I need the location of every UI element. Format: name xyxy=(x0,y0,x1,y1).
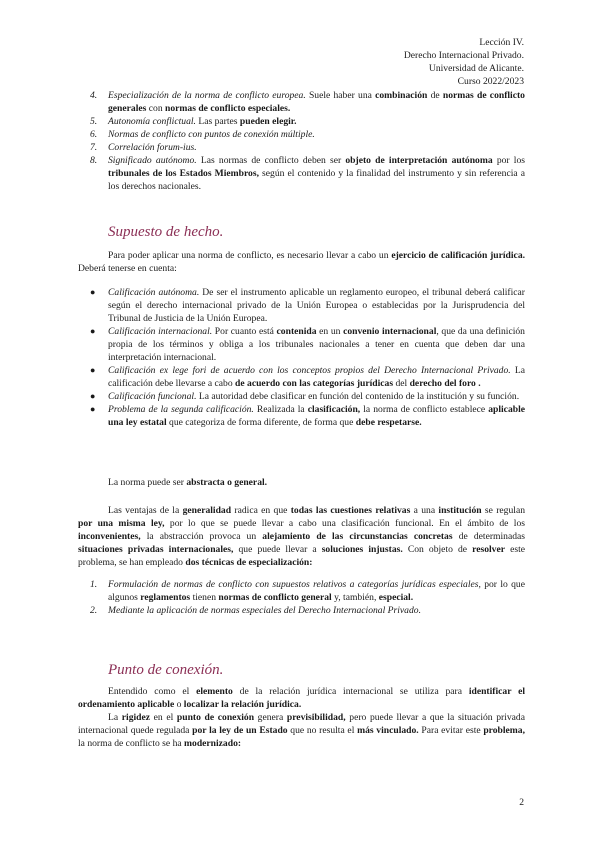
section-heading-supuesto: Supuesto de hecho. xyxy=(108,224,224,240)
section-heading-punto: Punto de conexión. xyxy=(108,662,224,678)
list-item: 5. Autonomía conflictual. Las partes pueden elegir. xyxy=(90,116,297,127)
intro-paragraph: Para poder aplicar una norma de conflicto, es necesario llevar a cabo un ejercicio de calificación jurídica. Deberá tenerse en cuenta: xyxy=(78,250,526,274)
bullet-dot-icon: ● xyxy=(90,391,96,401)
header-lesson: Lección IV. xyxy=(479,37,524,48)
bullet-dot-icon: ● xyxy=(90,404,96,414)
page-header xyxy=(404,36,524,88)
qualification-bullets xyxy=(78,286,525,429)
header-subject: Derecho Internacional Privado. xyxy=(403,50,524,61)
list-item: 7. Correlación forum-ius. xyxy=(90,142,197,153)
punto-paragraph-1: Entendido como el elemento de la relación jurídica internacional se utiliza para identificar el ordenamiento aplicable o localizar la relación jurídica. xyxy=(78,686,526,710)
list-item: 1. Formulación de normas de conflicto con supuestos relativos a categorías jurídicas especiales, por lo que algunos reglamentos tienen normas de conflicto general y, también, especial. xyxy=(90,579,525,603)
list-item: 8. Significado autónomo. Las normas de conflicto deben ser objeto de interpretación autónoma por los tribunales de los Estados Miembros, según el contenido y la finalidad del instrumento y sin referencia a los derechos nacionales. xyxy=(90,155,525,192)
bullet-item: ● Problema de la segunda calificación. Realizada la clasificación, la norma de conflicto establece aplicable una ley estatal que categoriza de forma diferente, de forma que debe respetarse. xyxy=(90,404,525,428)
bullet-item: ● Calificación autónoma. De ser el instrumento aplicable un reglamento europeo, el tribunal deberá calificar según el derecho internacional privado de la Unión Europea o establecidas por la Jurisprudencia del Tribunal de Justicia de la Unión Europea. xyxy=(90,287,525,324)
specialization-list xyxy=(78,578,525,617)
section-punto-body xyxy=(78,685,525,750)
bullet-item: ● Calificación funcional. La autoridad debe clasificar en función del contenido de la institución y su función. xyxy=(90,391,520,402)
punto-paragraph-2: La rigidez en el punto de conexión genera previsibilidad, pero puede llevar a que la situación privada internacional quede regulada por la ley de un Estado que no resulta el más vinculado. Para evitar este problema, la norma de conflicto se ha modernizado: xyxy=(78,712,525,749)
generality-paragraph: Las ventajas de la generalidad radica en que todas las cuestiones relativas a una institución se regulan por una misma ley, por lo que se puede llevar a cabo una clasificación funcional. En el ámbito de los inconvenientes, la abstracción provoca un alejamiento de las circunstancias concretas de determinadas situaciones privadas internacionales, que puede llevar a soluciones injustas. Con objeto de resolver este problema, se han empleado dos técnicas de especialización: xyxy=(78,505,526,568)
top-list xyxy=(78,89,525,193)
list-item: 6. Normas de conflicto con puntos de conexión múltiple. xyxy=(90,129,315,140)
bullet-item: ● Calificación internacional. Por cuanto está contenida en un convenio internacional, que da una definición propia de los términos y obliga a los tribunales nacionales a tener en cuenta que deben dar una interpretación internacional. xyxy=(90,326,525,363)
abstract-line: La norma puede ser abstracta o general. xyxy=(108,477,268,488)
bullet-item: ● Calificación ex lege fori de acuerdo con los conceptos propios del Derecho Internacional Privado. La calificación debe llevarse a cabo de acuerdo con las categorías jurídicas del derecho del foro . xyxy=(90,365,525,389)
section-supuesto-body xyxy=(78,249,525,275)
header-university: Universidad de Alicante. xyxy=(428,63,524,74)
bullet-dot-icon: ● xyxy=(90,326,96,336)
bullet-dot-icon: ● xyxy=(90,365,96,375)
list-item: 4. Especialización de la norma de conflicto europea. Suele haber una combinación de normas de conflicto generales con normas de conflicto especiales. xyxy=(90,90,525,114)
list-item: 2. Mediante la aplicación de normas especiales del Derecho Internacional Privado. xyxy=(90,605,421,616)
bullet-dot-icon: ● xyxy=(90,287,96,297)
header-course: Curso 2022/2023 xyxy=(457,76,524,87)
page-number: 2 xyxy=(519,797,524,808)
